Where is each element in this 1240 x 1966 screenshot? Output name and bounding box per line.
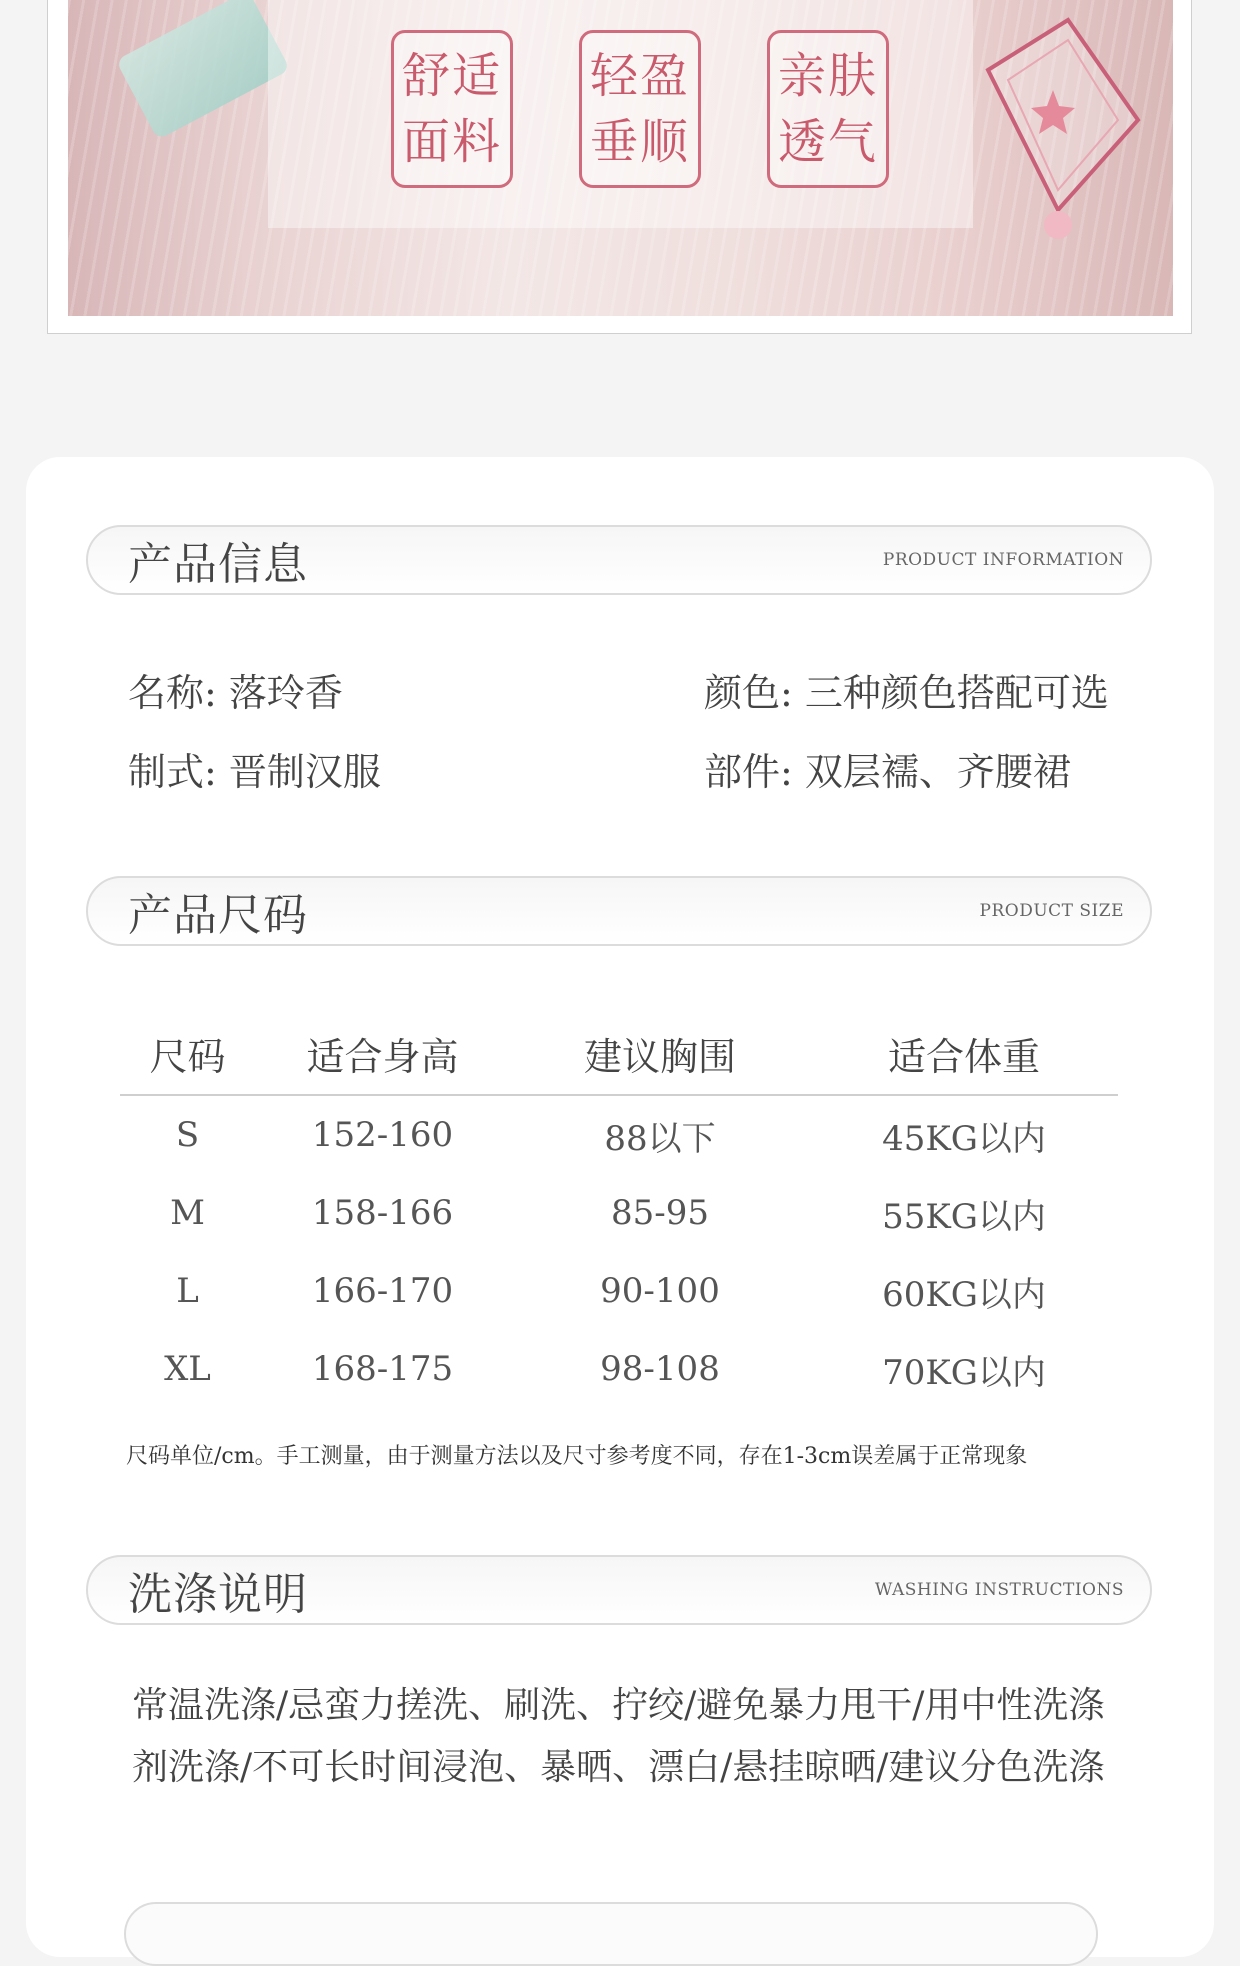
product-style: 制式: 晋制汉服 (128, 750, 381, 794)
table-cell: 55KG以内 (882, 1196, 1046, 1237)
size-table (120, 1012, 1118, 1408)
section-subtitle: PRODUCT SIZE (979, 901, 1124, 921)
feature-badge-line: 垂顺 (589, 114, 690, 170)
table-cell: XL (164, 1349, 211, 1389)
washing-header (86, 1555, 1152, 1625)
table-cell: 60KG以内 (882, 1274, 1046, 1315)
section-title: 产品信息 (128, 539, 308, 590)
hero-sleeve-detail (116, 0, 291, 140)
washing-instructions-text: 常温洗涤/忌蛮力搓洗、刷洗、拧绞/避免暴力甩干/用中性洗涤剂洗涤/不可长时间浸泡、暴晒、漂白/悬挂晾晒/建议分色洗涤 (132, 1685, 1105, 1788)
table-cell: 45KG以内 (882, 1118, 1046, 1159)
feature-badge-line: 面料 (401, 114, 502, 170)
embroidery-pattern-icon (948, 10, 1148, 250)
product-parts: 部件: 双层襦、齐腰裙 (704, 750, 1071, 794)
feature-badge-line: 轻盈 (589, 48, 690, 104)
feature-badge-breathable (767, 30, 889, 188)
feature-badges (391, 30, 889, 188)
table-row (120, 1095, 1118, 1174)
column-header-height: 适合身高 (255, 1012, 510, 1095)
hero-fabric-photo (68, 0, 1173, 316)
table-row (120, 1252, 1118, 1330)
table-cell: 85-95 (610, 1193, 709, 1233)
product-name: 名称: 落玲香 (128, 671, 343, 715)
table-cell: 90-100 (600, 1271, 720, 1311)
table-cell: 168-175 (311, 1349, 454, 1389)
product-color: 颜色: 三种颜色搭配可选 (704, 671, 1109, 715)
feature-badge-light (579, 30, 701, 188)
table-cell: 70KG以内 (882, 1352, 1046, 1393)
table-row (120, 1174, 1118, 1252)
section-title: 产品尺码 (128, 890, 308, 941)
section-title: 洗涤说明 (128, 1569, 308, 1620)
next-section-header (124, 1902, 1098, 1966)
feature-badge-comfort (391, 30, 513, 188)
size-table-header-row (120, 1012, 1118, 1095)
table-cell: L (176, 1271, 199, 1311)
feature-badge-line: 亲肤 (777, 48, 878, 104)
table-cell: S (175, 1115, 200, 1155)
feature-badge-line: 舒适 (401, 48, 502, 104)
product-details-card (26, 457, 1214, 1957)
table-cell: 98-108 (600, 1349, 720, 1389)
section-subtitle: PRODUCT INFORMATION (882, 550, 1124, 570)
column-header-size: 尺码 (120, 1012, 255, 1095)
product-size-header (86, 876, 1152, 946)
table-cell: 166-170 (311, 1271, 454, 1311)
table-cell: 158-166 (311, 1193, 454, 1233)
table-row (120, 1330, 1118, 1408)
column-header-bust: 建议胸围 (510, 1012, 810, 1095)
section-subtitle: WASHING INSTRUCTIONS (874, 1580, 1124, 1600)
table-cell: 88以下 (604, 1118, 716, 1159)
table-cell: 152-160 (311, 1115, 454, 1155)
table-cell: M (170, 1193, 205, 1233)
hero-banner (47, 0, 1192, 334)
product-info-header (86, 525, 1152, 595)
column-header-weight: 适合体重 (810, 1012, 1118, 1095)
size-note: 尺码单位/cm。手工测量，由于测量方法以及尺寸参考度不同，存在1-3cm误差属于正常现象 (126, 1444, 1028, 1469)
feature-badge-line: 透气 (777, 114, 878, 170)
